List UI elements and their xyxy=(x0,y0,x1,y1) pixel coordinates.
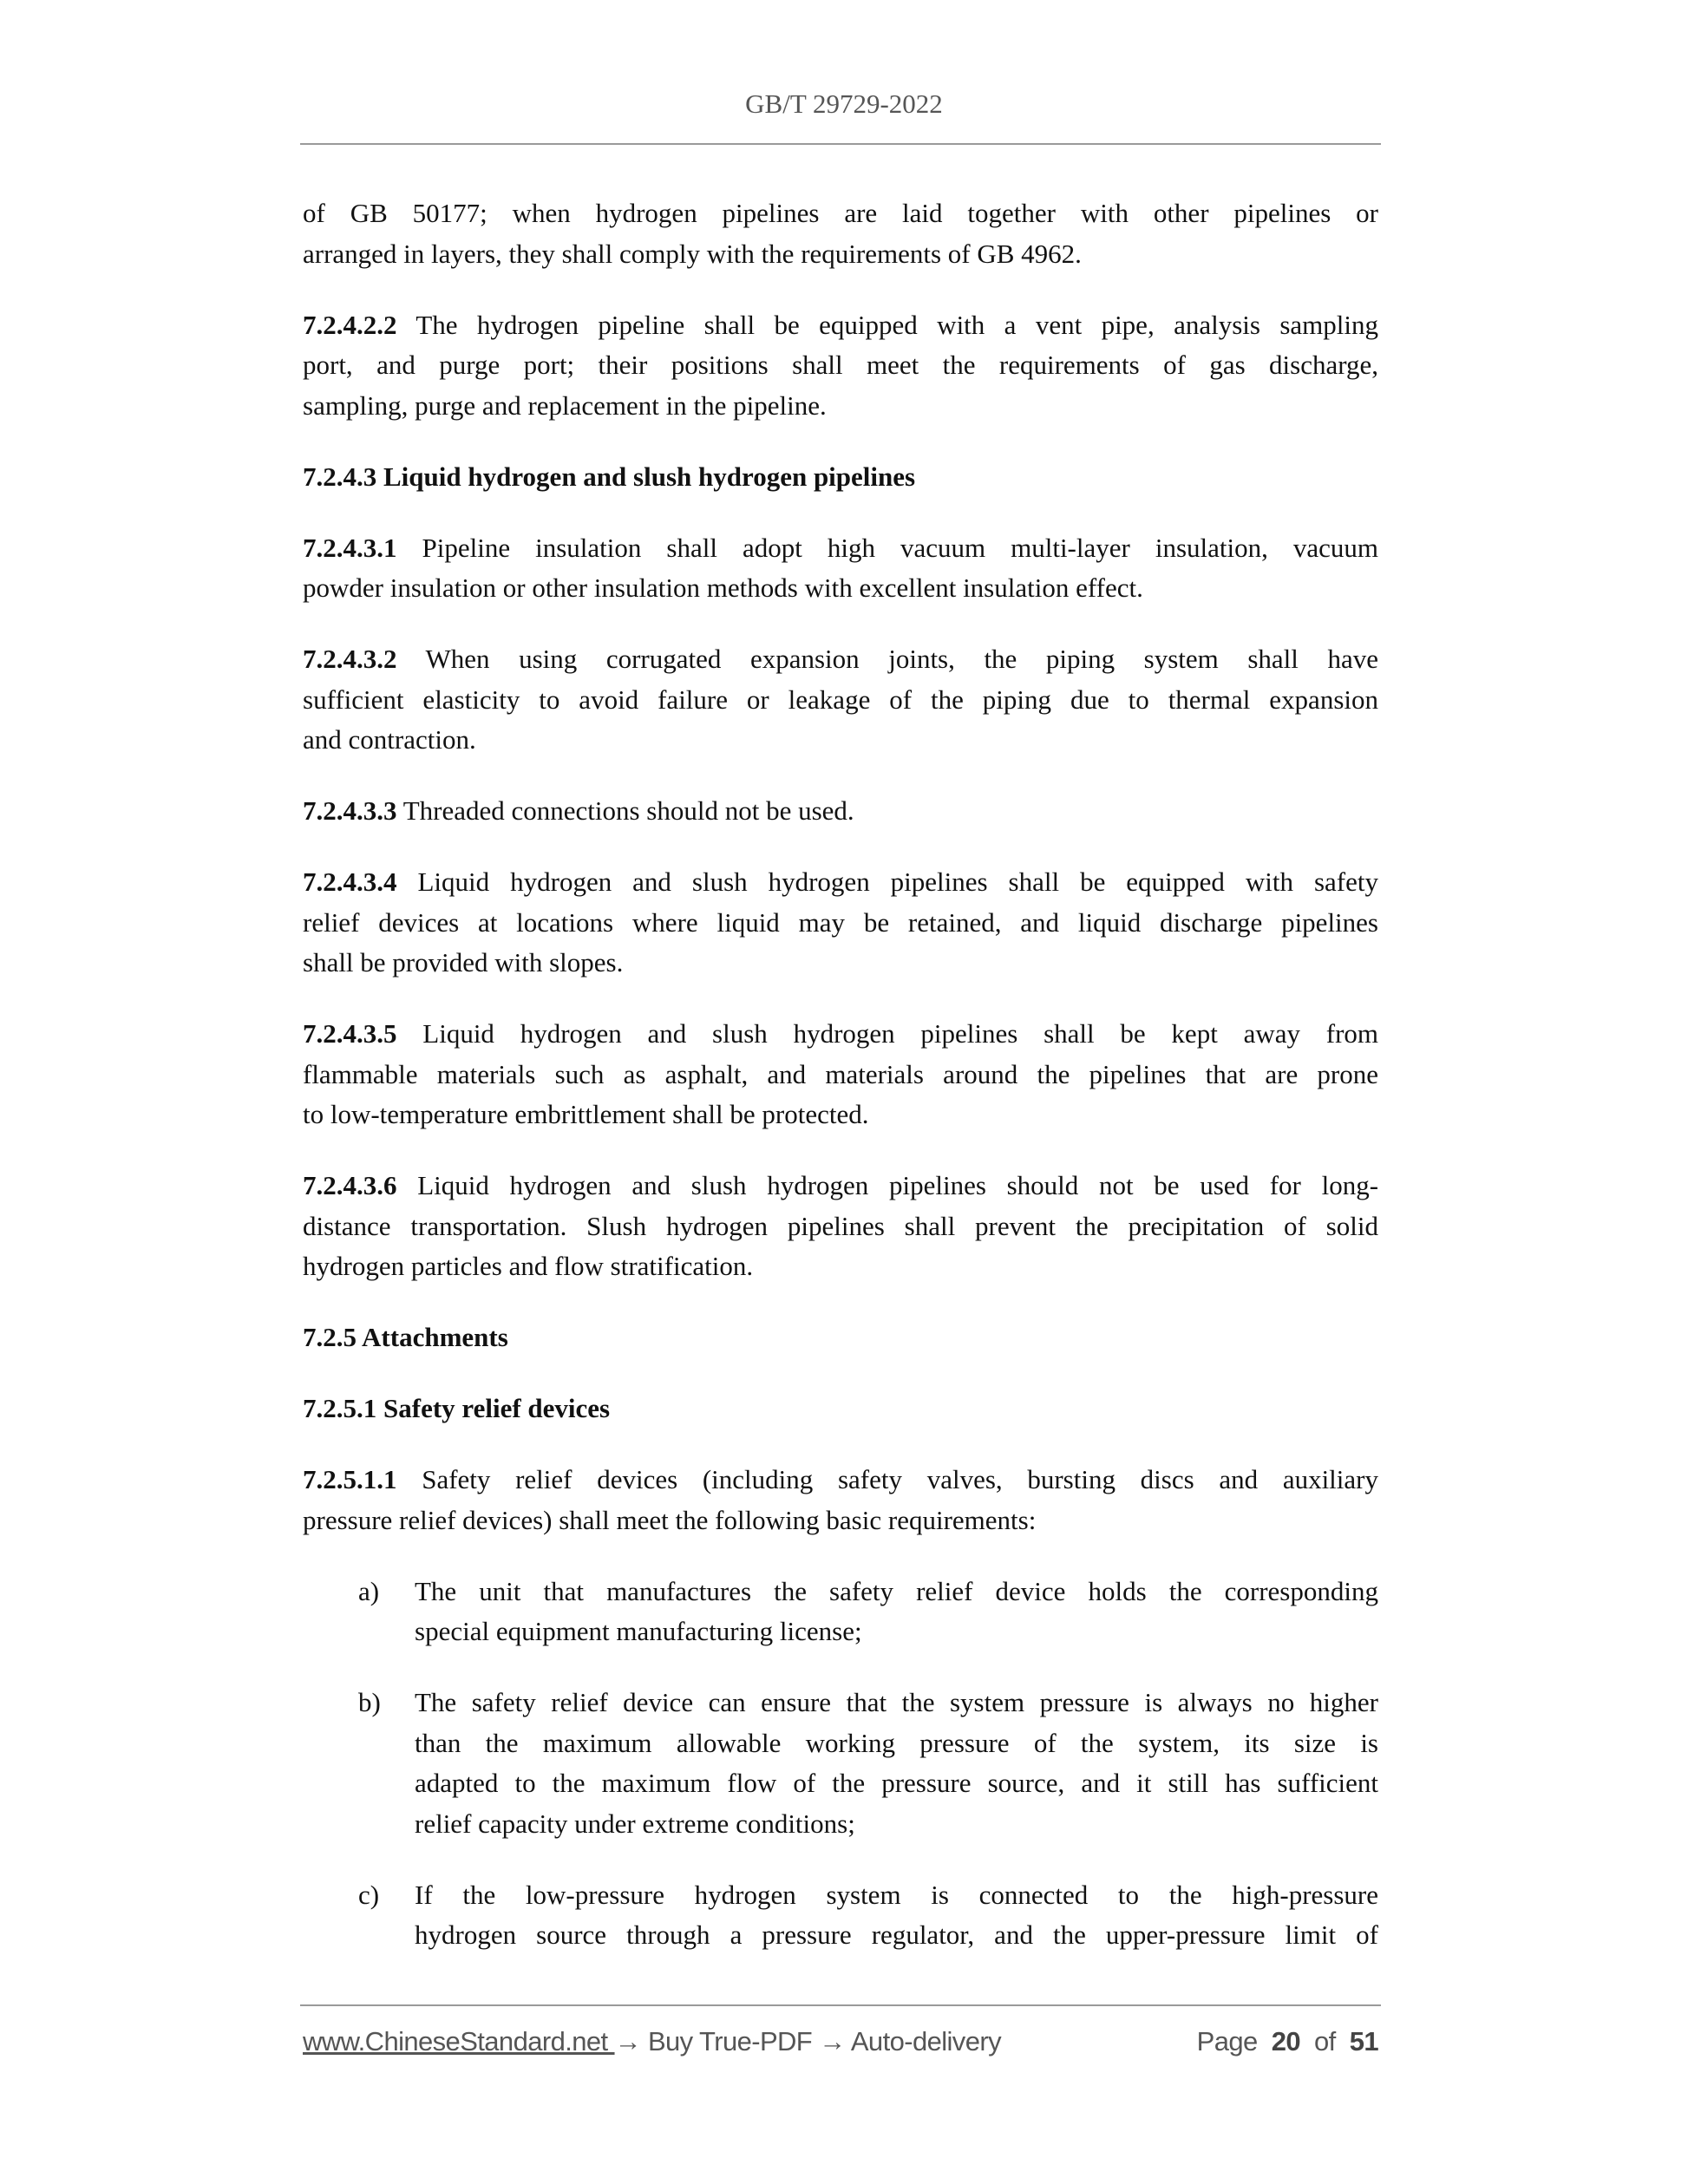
text-line xyxy=(303,1206,1378,1247)
text-line xyxy=(415,1572,1378,1612)
line-text: flammable materials such as asphalt, and materials around the pipelines that are prone xyxy=(303,1058,1378,1089)
page-footer xyxy=(303,2026,1378,2057)
line-text: The safety relief device can ensure that the system pressure is always no higher xyxy=(415,1687,1378,1717)
chinesestandard-link[interactable]: www.ChineseStandard.net xyxy=(303,2026,615,2056)
line-text: special equipment manufacturing license; xyxy=(415,1616,862,1646)
text-line xyxy=(415,1875,1378,1916)
line-text: When using corrugated expansion joints, the piping system shall have xyxy=(425,644,1378,674)
line-text: The hydrogen pipeline shall be equipped with a vent pipe, analysis sampling xyxy=(415,309,1378,340)
list-item-label: b) xyxy=(358,1687,381,1717)
text-line xyxy=(303,457,1378,498)
clause-number: 7.2.4.3.2 xyxy=(303,644,397,674)
line-text: Safety relief devices (including safety valves, bursting discs and auxiliary xyxy=(422,1464,1378,1494)
page-body xyxy=(303,193,1378,1986)
total-pages-number: 51 xyxy=(1349,2026,1378,2056)
section-heading xyxy=(303,457,1378,498)
page-label: Page xyxy=(1196,2026,1258,2056)
text-line xyxy=(303,568,1378,609)
line-text: than the maximum allowable working pressure of the system, its size is xyxy=(415,1727,1378,1758)
text-line xyxy=(303,1246,1378,1287)
text-line xyxy=(415,1723,1378,1764)
text-line xyxy=(415,1763,1378,1804)
line-text: shall be provided with slopes. xyxy=(303,947,624,978)
text-line xyxy=(303,720,1378,761)
line-text: 7.2.4.3 Liquid hydrogen and slush hydrogen pipelines xyxy=(303,461,916,492)
clause-paragraph xyxy=(303,862,1378,984)
line-text: Threaded connections should not be used. xyxy=(402,795,854,826)
clause-number: 7.2.4.3.5 xyxy=(303,1018,397,1049)
text-line xyxy=(303,943,1378,984)
clause-paragraph xyxy=(303,639,1378,761)
clause-number: 7.2.4.3.4 xyxy=(303,866,397,897)
line-text: pressure relief devices) shall meet the following basic requirements: xyxy=(303,1504,1037,1535)
text-line xyxy=(415,1804,1378,1845)
text-line xyxy=(303,862,1378,903)
clause-paragraph xyxy=(303,1014,1378,1135)
text-line xyxy=(303,791,1378,832)
text-line xyxy=(303,1166,1378,1206)
of-label: of xyxy=(1314,2026,1336,2056)
line-text: powder insulation or other insulation methods with excellent insulation effect. xyxy=(303,572,1143,603)
line-text: relief capacity under extreme conditions; xyxy=(415,1808,855,1839)
text-line xyxy=(415,1915,1378,1956)
line-text: Liquid hydrogen and slush hydrogen pipelines should not be used for long- xyxy=(417,1170,1379,1200)
list-item xyxy=(303,1875,1378,1956)
line-text: If the low-pressure hydrogen system is connected to the high-pressure xyxy=(415,1879,1378,1910)
line-text: sampling, purge and replacement in the pipeline. xyxy=(303,389,827,421)
clause-paragraph xyxy=(303,1460,1378,1540)
line-text: of GB 50177; when hydrogen pipelines are laid together with other pipelines or xyxy=(303,198,1378,228)
line-text: 7.2.5 Attachments xyxy=(303,1322,508,1352)
clause-paragraph xyxy=(303,193,1378,274)
page-indicator xyxy=(1197,2026,1378,2057)
line-text: Liquid hydrogen and slush hydrogen pipelines shall be kept away from xyxy=(422,1018,1379,1049)
line-text: Pipeline insulation shall adopt high vacuum multi-layer insulation, vacuum xyxy=(422,532,1379,563)
text-line xyxy=(303,1095,1378,1135)
header-divider xyxy=(300,143,1381,145)
clause-paragraph xyxy=(303,528,1378,609)
list-item xyxy=(303,1572,1378,1652)
clause-number: 7.2.4.3.1 xyxy=(303,532,397,563)
list-item-label: a) xyxy=(358,1575,380,1606)
line-text: distance transportation. Slush hydrogen pipelines shall prevent the precipitation of solid xyxy=(303,1210,1378,1241)
line-text: hydrogen source through a pressure regulator, and the upper-pressure limit of xyxy=(415,1919,1378,1950)
section-heading xyxy=(303,1389,1378,1429)
clause-paragraph xyxy=(303,791,1378,832)
clause-paragraph xyxy=(303,1166,1378,1287)
text-line xyxy=(303,528,1378,569)
line-text: 7.2.5.1 Safety relief devices xyxy=(303,1393,611,1423)
line-text: sufficient elasticity to avoid failure or leakage of the piping due to thermal expansion xyxy=(303,683,1378,715)
text-line xyxy=(303,1501,1378,1541)
line-text: adapted to the maximum flow of the pressure source, and it still has sufficient xyxy=(415,1768,1378,1798)
list-item-label: c) xyxy=(358,1879,380,1910)
text-line xyxy=(303,1055,1378,1095)
text-line xyxy=(303,1318,1378,1358)
text-line xyxy=(303,1389,1378,1429)
text-line xyxy=(303,345,1378,386)
current-page-number: 20 xyxy=(1271,2026,1300,2056)
clause-number: 7.2.4.3.3 xyxy=(303,795,397,826)
text-line xyxy=(303,639,1378,680)
line-text: The unit that manufactures the safety relief device holds the corresponding xyxy=(415,1575,1378,1606)
text-line xyxy=(303,1014,1378,1055)
text-line xyxy=(303,903,1378,944)
text-line xyxy=(303,193,1378,234)
footer-divider xyxy=(300,2004,1381,2006)
clause-number: 7.2.5.1.1 xyxy=(303,1464,397,1494)
text-line xyxy=(303,234,1378,275)
document-id-header: GB/T 29729-2022 xyxy=(745,88,943,119)
text-line xyxy=(303,680,1378,721)
text-line xyxy=(415,1612,1378,1652)
line-text: hydrogen particles and flow stratification. xyxy=(303,1251,754,1281)
line-text: arranged in layers, they shall comply with the requirements of GB 4962. xyxy=(303,238,1082,269)
list-item xyxy=(303,1683,1378,1844)
line-text: relief devices at locations where liquid may be retained, and liquid discharge pipelines xyxy=(303,906,1378,938)
text-line xyxy=(303,386,1378,427)
line-text: to low-temperature embrittlement shall be protected. xyxy=(303,1099,869,1129)
footer-promo-text: → Buy True-PDF → Auto-delivery xyxy=(614,2026,1001,2056)
clause-number: 7.2.4.2.2 xyxy=(303,309,397,340)
text-line xyxy=(303,1460,1378,1501)
clause-number: 7.2.4.3.6 xyxy=(303,1170,397,1200)
text-line xyxy=(415,1683,1378,1723)
line-text: Liquid hydrogen and slush hydrogen pipelines shall be equipped with safety xyxy=(417,866,1379,897)
section-heading xyxy=(303,1318,1378,1358)
line-text: and contraction. xyxy=(303,724,476,755)
line-text: port, and purge port; their positions shall meet the requirements of gas discharge, xyxy=(303,350,1378,380)
clause-paragraph xyxy=(303,305,1378,427)
text-line xyxy=(303,305,1378,346)
